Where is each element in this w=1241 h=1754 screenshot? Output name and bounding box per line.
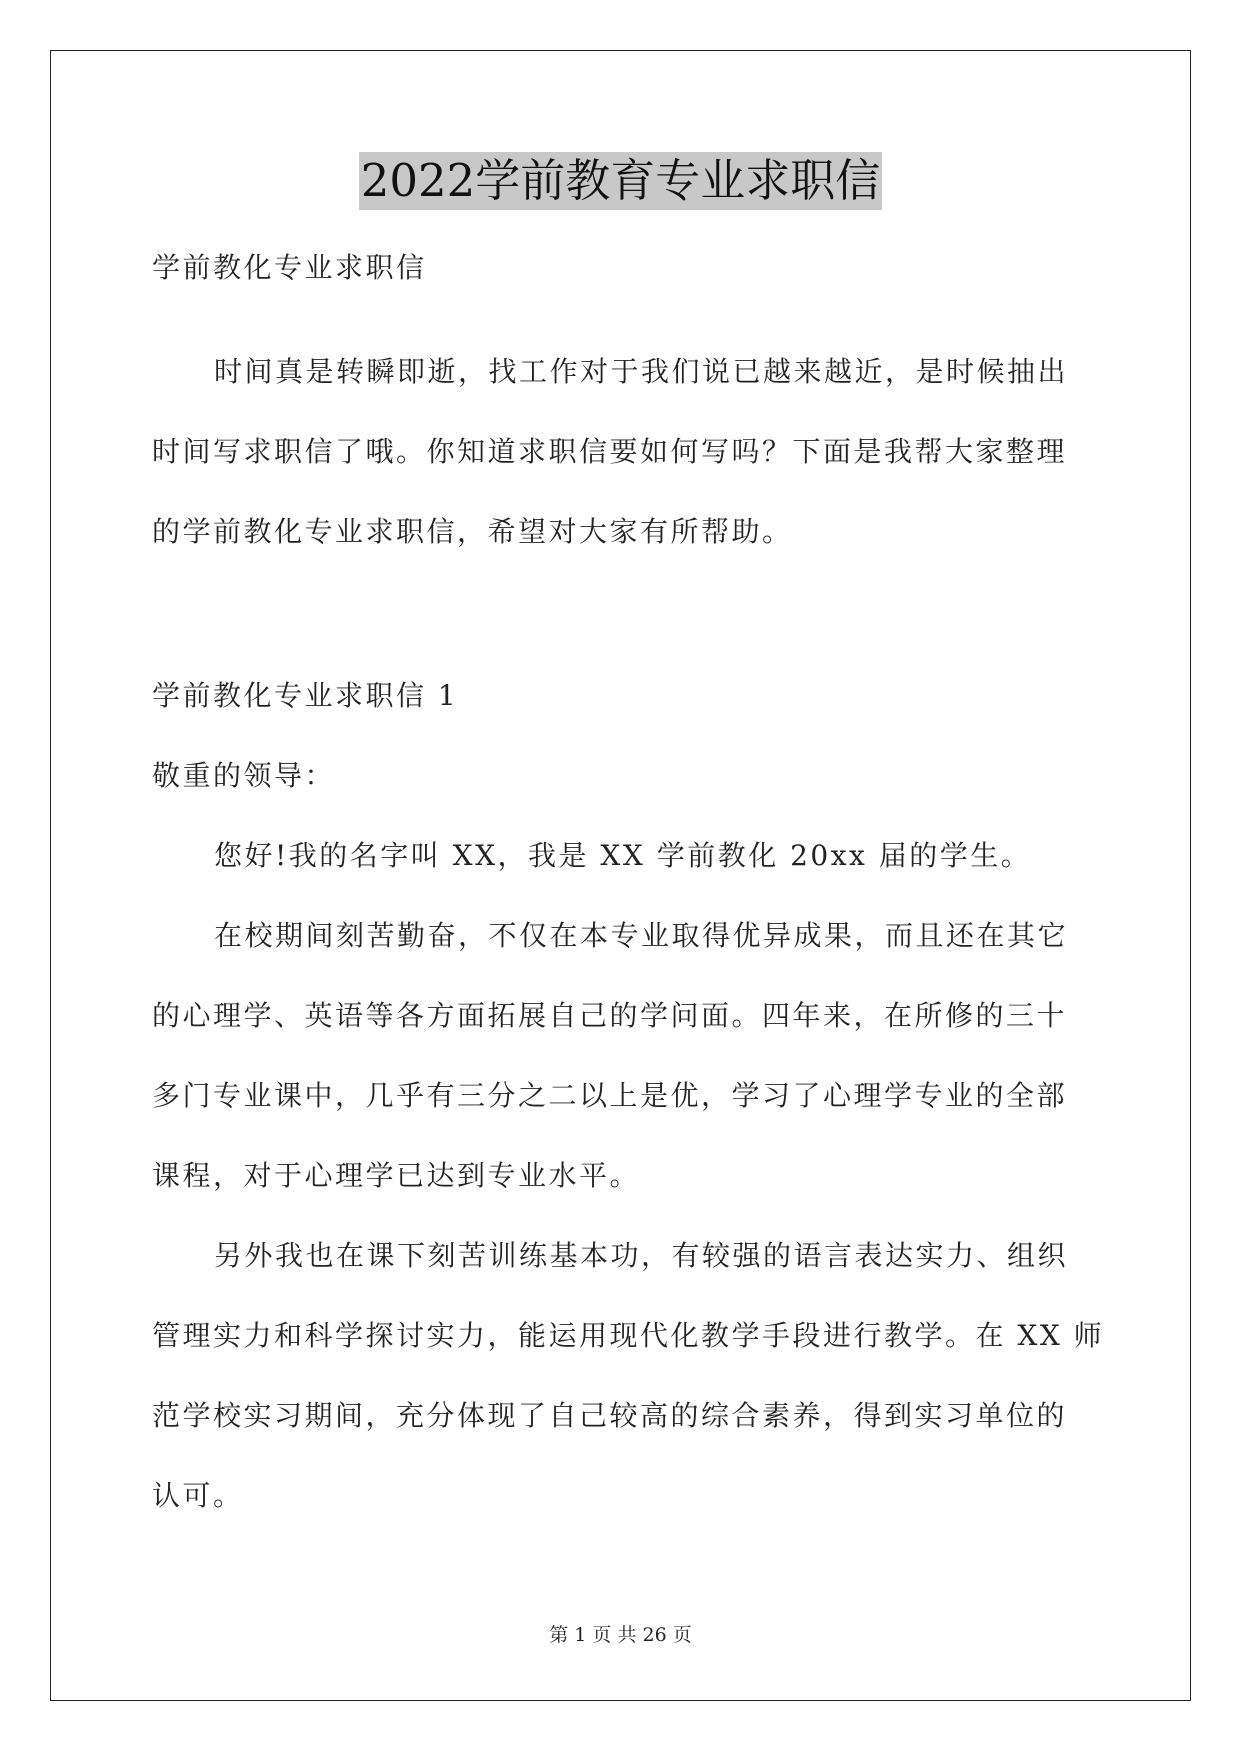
paragraph-line: 您好!我的名字叫 XX，我是 XX 学前教化 20xx 届的学生。 bbox=[214, 839, 1032, 872]
document-title: 2022学前教育专业求职信 bbox=[359, 152, 883, 210]
page-footer: 第 1 页 共 26 页 bbox=[549, 1624, 692, 1646]
title-container bbox=[0, 152, 1241, 210]
paragraph-line: 时间真是转瞬即逝，找工作对于我们说已越来越近，是时候抽出 bbox=[214, 355, 1069, 388]
salutation: 敬重的领导： bbox=[152, 759, 336, 792]
paragraph-line: 的心理学、英语等各方面拓展自己的学问面。四年来，在所修的三十 bbox=[152, 999, 1068, 1032]
paragraph-line: 课程，对于心理学已达到专业水平。 bbox=[152, 1159, 641, 1192]
paragraph-line: 多门专业课中，几乎有三分之二以上是优，学习了心理学专业的全部 bbox=[152, 1079, 1068, 1112]
paragraph-heading: 学前教化专业求职信 bbox=[152, 251, 427, 284]
paragraph-line: 时间写求职信了哦。你知道求职信要如何写吗？下面是我帮大家整理 bbox=[152, 435, 1068, 468]
paragraph-line: 另外我也在课下刻苦训练基本功，有较强的语言表达实力、组织 bbox=[214, 1239, 1069, 1272]
paragraph-line: 在校期间刻苦勤奋，不仅在本专业取得优异成果，而且还在其它 bbox=[214, 919, 1069, 952]
section-heading: 学前教化专业求职信 1 bbox=[152, 679, 459, 712]
paragraph-line: 认可。 bbox=[152, 1479, 244, 1512]
paragraph-line: 管理实力和科学探讨实力，能运用现代化教学手段进行教学。在 XX 师 bbox=[152, 1319, 1105, 1352]
paragraph-line: 的学前教化专业求职信，希望对大家有所帮助。 bbox=[152, 515, 793, 548]
paragraph-line: 范学校实习期间，充分体现了自己较高的综合素养，得到实习单位的 bbox=[152, 1399, 1068, 1432]
